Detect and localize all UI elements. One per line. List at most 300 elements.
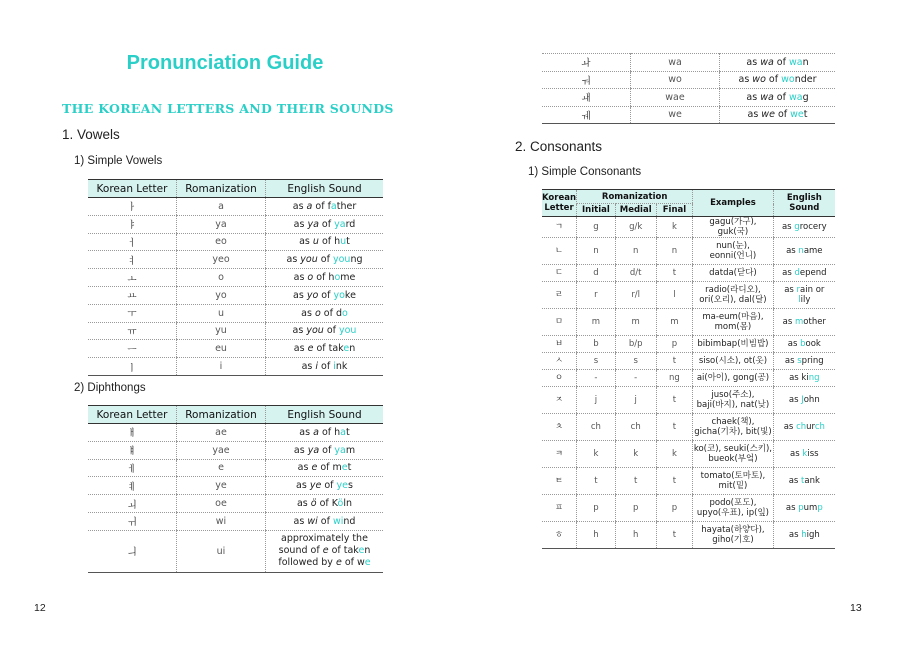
sound-word-end: ook bbox=[805, 339, 821, 349]
medial: p bbox=[632, 503, 639, 513]
example-line-2: mom(몸) bbox=[714, 322, 752, 332]
sound-example-letters: wa bbox=[760, 91, 774, 103]
sound-prefix: as bbox=[786, 246, 799, 256]
sound-highlight: u bbox=[340, 236, 347, 248]
medial: h bbox=[632, 530, 639, 540]
col-english-sound: English Sound bbox=[266, 406, 384, 424]
medial: t bbox=[634, 476, 638, 486]
sound-word-end: me bbox=[340, 272, 356, 284]
simple-vowels-heading: 1) Simple Vowels bbox=[74, 155, 163, 167]
initial: t bbox=[594, 476, 598, 486]
sound-prefix: as bbox=[286, 254, 301, 266]
sound-word-end: ther bbox=[336, 200, 357, 212]
table-row bbox=[542, 54, 835, 72]
table-row bbox=[88, 322, 383, 340]
korean-letter: ㅁ bbox=[554, 317, 564, 327]
example-line-2: ori(오리), dal(달) bbox=[699, 295, 767, 305]
initial: m bbox=[591, 317, 601, 327]
korean-letter: ㅞ bbox=[581, 110, 591, 122]
sound-highlight: you bbox=[339, 325, 357, 337]
sound-word-end: ng bbox=[350, 254, 363, 266]
sound-word-start: of tak bbox=[313, 343, 344, 355]
medial: n bbox=[632, 246, 639, 256]
example-line-1: gagu(가구), guk(국) bbox=[709, 217, 757, 237]
sound-prefix: as bbox=[790, 449, 803, 459]
final: p bbox=[671, 503, 678, 513]
korean-letter: ㅔ bbox=[127, 463, 137, 475]
romanization: yae bbox=[212, 444, 230, 456]
korean-letter: ㄷ bbox=[554, 268, 564, 278]
sound-word-start: of m bbox=[317, 462, 342, 474]
sound-highlight: J bbox=[801, 395, 804, 405]
sound-highlight: l bbox=[798, 295, 801, 305]
sound-word-end: t bbox=[803, 109, 808, 121]
example-line-1: ma-eum(마음), bbox=[702, 312, 764, 322]
korean-letter: ㅂ bbox=[554, 339, 564, 349]
sound-highlight: wa bbox=[788, 91, 803, 103]
table-row bbox=[88, 198, 383, 216]
sound-prefix: as bbox=[784, 356, 798, 366]
sound-prefix: as bbox=[293, 218, 308, 230]
romanization: e bbox=[218, 462, 224, 474]
sound-prefix: as bbox=[747, 109, 762, 121]
sound-word-start: of bbox=[323, 325, 339, 337]
sound-example-letters: you bbox=[306, 325, 324, 337]
sound-word-start: of d bbox=[320, 307, 343, 319]
sound-word-end: ur bbox=[806, 422, 815, 432]
sound-prefix: as bbox=[788, 530, 802, 540]
table-row bbox=[542, 353, 835, 370]
example-line-1: datda(닫다) bbox=[709, 268, 757, 278]
korean-letter: ㅘ bbox=[581, 58, 591, 70]
sound-word-start: of h bbox=[313, 272, 335, 284]
sound-word-start: of h bbox=[318, 236, 341, 248]
sound-highlight: you bbox=[332, 254, 351, 266]
table-row bbox=[542, 468, 835, 495]
final: t bbox=[672, 422, 677, 432]
korean-letter: ㅕ bbox=[127, 255, 137, 267]
example-line-2: baji(바지), nat(낮) bbox=[696, 400, 770, 410]
example-line-2: eonni(언니) bbox=[709, 251, 757, 261]
korean-letter: ㅠ bbox=[127, 326, 137, 338]
sound-line-2: sound of bbox=[278, 545, 323, 557]
sound-line-1: approximately the bbox=[281, 533, 368, 545]
sound-word-end: m bbox=[345, 444, 356, 456]
page-number-right: 13 bbox=[850, 602, 862, 614]
sound-word-start: of bbox=[317, 515, 333, 527]
medial: ch bbox=[630, 422, 641, 432]
sound-highlight: ö bbox=[337, 498, 344, 510]
final: p bbox=[671, 339, 678, 349]
korean-letter: ㅜ bbox=[127, 309, 137, 321]
col-examples: Examples bbox=[693, 190, 773, 217]
table-row bbox=[542, 89, 835, 107]
table-row bbox=[542, 309, 835, 336]
sound-prefix: as bbox=[785, 503, 799, 513]
sound-highlight: h bbox=[801, 530, 807, 540]
simple-vowels-table bbox=[88, 179, 383, 376]
sound-word-start: of bbox=[318, 289, 334, 301]
sound-word-end: epend bbox=[799, 268, 827, 278]
initial: d bbox=[593, 268, 599, 278]
col-korean-letter: Korean Letter bbox=[88, 180, 177, 198]
korean-letter: ㅒ bbox=[127, 446, 137, 458]
sound-highlight: a bbox=[330, 200, 337, 212]
sound-example-letters: wa bbox=[760, 56, 774, 68]
sound-prefix: as bbox=[788, 395, 802, 405]
example-line-1: chaek(책), bbox=[711, 417, 755, 427]
sound-prefix: as bbox=[784, 285, 797, 295]
sound-word-start: of bbox=[773, 56, 789, 68]
final: n bbox=[671, 246, 678, 256]
sound-word-start: of bbox=[318, 218, 335, 230]
romanization: yeo bbox=[212, 254, 230, 266]
sound-word-end: nk bbox=[335, 361, 348, 373]
final: t bbox=[672, 268, 677, 278]
sound-highlight: e bbox=[341, 462, 348, 474]
sound-word-start: of w bbox=[341, 557, 365, 569]
example-line-1: nun(눈), bbox=[716, 241, 750, 251]
sound-prefix: as bbox=[296, 498, 311, 510]
sound-highlight: ye bbox=[336, 480, 348, 492]
sound-word-end: ke bbox=[344, 289, 356, 301]
consonants-heading: 2. Consonants bbox=[515, 139, 603, 154]
sound-prefix: as bbox=[293, 515, 308, 527]
sound-highlight: r bbox=[796, 285, 801, 295]
sound-prefix: as bbox=[299, 236, 313, 248]
example-line-2: gicha(기차), bit(빛) bbox=[694, 427, 772, 437]
initial: h bbox=[593, 530, 599, 540]
col-english-sound: English Sound bbox=[266, 180, 384, 198]
sound-highlight: e bbox=[343, 343, 350, 355]
sound-highlight: a bbox=[340, 426, 346, 438]
sound-prefix: as bbox=[296, 480, 310, 492]
sound-word-end: g bbox=[802, 91, 809, 103]
sound-highlight: ya bbox=[334, 444, 346, 456]
sound-highlight: d bbox=[794, 268, 800, 278]
initial: b bbox=[593, 339, 599, 349]
sound-word-end: t bbox=[345, 426, 350, 438]
sound-highlight: p bbox=[798, 503, 804, 513]
sound-highlight: t bbox=[801, 476, 805, 486]
sound-prefix: as bbox=[787, 339, 801, 349]
sound-example-letters: yo bbox=[306, 289, 319, 301]
sound-word-start: of h bbox=[318, 426, 341, 438]
korean-letter: ㅌ bbox=[554, 476, 564, 486]
sound-example-letters: ya bbox=[307, 444, 320, 456]
sound-word-end: n bbox=[364, 545, 371, 557]
sound-prefix: as bbox=[297, 462, 312, 474]
sound-example-letters: u bbox=[312, 236, 319, 248]
table-row bbox=[88, 340, 383, 358]
section-heading: THE KOREAN LETTERS AND THEIR SOUNDS bbox=[62, 101, 394, 116]
korean-letter: ㅋ bbox=[554, 449, 564, 459]
table-row bbox=[542, 387, 835, 414]
sound-word-start: of bbox=[773, 91, 789, 103]
sound-prefix: as bbox=[293, 444, 308, 456]
sound-example-letters: a bbox=[313, 426, 319, 438]
col-initial: Initial bbox=[577, 204, 616, 217]
medial: s bbox=[633, 356, 638, 366]
table-row bbox=[88, 358, 383, 376]
sound-word-end: ank bbox=[804, 476, 820, 486]
final: k bbox=[671, 449, 677, 459]
romanization: a bbox=[218, 200, 224, 212]
sound-prefix: as bbox=[292, 200, 307, 212]
final: m bbox=[670, 317, 679, 327]
korean-letter: ㅚ bbox=[127, 499, 137, 511]
sound-highlight: i bbox=[333, 361, 336, 373]
korean-letter: ㅇ bbox=[554, 373, 564, 383]
sound-prefix: as bbox=[783, 422, 797, 432]
sound-example-letters: wi bbox=[307, 515, 318, 527]
table-row bbox=[88, 304, 383, 322]
sound-word-end: ohn bbox=[803, 395, 820, 405]
vowels-heading: 1. Vowels bbox=[62, 127, 120, 142]
table-row bbox=[542, 217, 835, 238]
medial: b/p bbox=[628, 339, 643, 349]
sound-prefix: as ki bbox=[789, 373, 809, 383]
sound-prefix: as bbox=[293, 272, 308, 284]
sound-highlight: yo bbox=[333, 289, 345, 301]
romanization: oe bbox=[215, 498, 227, 510]
romanization: ui bbox=[216, 545, 226, 557]
sound-word-end: ain or bbox=[800, 285, 825, 295]
initial: j bbox=[594, 395, 598, 405]
table-row bbox=[542, 441, 835, 468]
table-row bbox=[88, 286, 383, 304]
korean-letter: ㅡ bbox=[127, 344, 137, 356]
sound-word-end: t bbox=[346, 236, 350, 248]
korean-letter: ㄴ bbox=[554, 246, 564, 256]
sound-highlight: we bbox=[790, 109, 804, 121]
example-line-1: tomato(토마토), bbox=[700, 471, 766, 481]
sound-highlight: ya bbox=[334, 218, 346, 230]
sound-highlight: m bbox=[795, 317, 804, 327]
sound-word-end: n bbox=[802, 56, 809, 68]
korean-letter: ㅍ bbox=[554, 503, 564, 513]
simple-consonants-heading: 1) Simple Consonants bbox=[528, 166, 642, 178]
final: k bbox=[671, 222, 677, 232]
sound-example-letters: e bbox=[335, 557, 342, 569]
sound-word-end: t bbox=[347, 462, 352, 474]
sound-example-letters: ya bbox=[307, 218, 319, 230]
sound-prefix: as bbox=[293, 289, 307, 301]
sound-prefix: as bbox=[301, 307, 315, 319]
korean-letter: ㅗ bbox=[127, 273, 137, 285]
romanization: wa bbox=[668, 56, 682, 68]
korean-letter: ㅟ bbox=[127, 517, 137, 529]
example-line-1: bibimbap(비빔밥) bbox=[697, 339, 769, 349]
example-line-2: upyo(우표), ip(잎) bbox=[696, 508, 769, 518]
korean-letter: ㅢ bbox=[127, 547, 137, 559]
sound-word-start: of bbox=[774, 109, 791, 121]
korean-letter: ㄱ bbox=[554, 222, 564, 232]
final: t bbox=[672, 530, 677, 540]
medial: d/t bbox=[629, 268, 642, 278]
korean-letter: ㅖ bbox=[127, 481, 137, 493]
initial: ch bbox=[590, 422, 601, 432]
sound-prefix: as bbox=[293, 343, 308, 355]
initial: r bbox=[594, 290, 598, 300]
sound-highlight: ch bbox=[814, 422, 825, 432]
diphthongs-continued-table bbox=[542, 53, 835, 124]
table-row bbox=[542, 238, 835, 265]
sound-highlight: b bbox=[800, 339, 806, 349]
korean-letter: ㅊ bbox=[554, 422, 564, 432]
final: l bbox=[673, 290, 676, 300]
table-row bbox=[88, 459, 383, 477]
col-romanization: Romanization bbox=[577, 190, 693, 204]
initial: g bbox=[593, 222, 599, 232]
col-romanization: Romanization bbox=[177, 180, 266, 198]
table-row bbox=[88, 233, 383, 251]
final: t bbox=[672, 356, 677, 366]
romanization: we bbox=[668, 109, 682, 121]
sound-highlight: k bbox=[802, 449, 808, 459]
medial: - bbox=[634, 373, 638, 383]
sound-word-start: of bbox=[317, 254, 333, 266]
sound-word-end: n bbox=[349, 343, 356, 355]
example-line-1: radio(라디오), bbox=[705, 285, 761, 295]
sound-word-end: pring bbox=[801, 356, 824, 366]
diphthongs-table bbox=[88, 405, 383, 573]
sound-example-letters: ye bbox=[309, 480, 322, 492]
korean-letter: ㅛ bbox=[127, 291, 137, 303]
sound-word-start: of bbox=[318, 361, 334, 373]
table-row bbox=[88, 269, 383, 287]
medial: m bbox=[631, 317, 640, 327]
korean-letter: ㅏ bbox=[127, 202, 137, 214]
sound-prefix: as bbox=[782, 317, 795, 327]
table-row bbox=[88, 215, 383, 233]
sound-highlight: g bbox=[794, 222, 800, 232]
romanization: yo bbox=[215, 289, 227, 301]
korean-letter: ㅈ bbox=[554, 395, 564, 405]
page-number-left: 12 bbox=[34, 602, 46, 614]
sound-highlight: p bbox=[817, 503, 823, 513]
example-line-1: siso(시소), ot(옷) bbox=[698, 356, 768, 366]
sound-highlight: wa bbox=[788, 56, 803, 68]
final: ng bbox=[669, 373, 680, 383]
sound-prefix: as bbox=[292, 325, 307, 337]
sound-word-end: ln bbox=[343, 498, 353, 510]
korean-letter: ㅑ bbox=[127, 220, 137, 232]
sound-highlight: wo bbox=[781, 74, 795, 86]
korean-letter: ㄹ bbox=[554, 290, 564, 300]
sound-prefix: as bbox=[781, 222, 795, 232]
romanization: yu bbox=[215, 325, 227, 337]
medial: r/l bbox=[631, 290, 641, 300]
col-korean-letter: Korean Letter bbox=[542, 190, 577, 217]
korean-letter: ㅐ bbox=[127, 428, 137, 440]
initial: k bbox=[593, 449, 599, 459]
medial: g/k bbox=[629, 222, 643, 232]
sound-highlight: wi bbox=[332, 515, 344, 527]
korean-letter: ㅣ bbox=[127, 362, 137, 374]
sound-example-letters: a bbox=[306, 200, 313, 212]
table-row bbox=[542, 370, 835, 387]
romanization: ae bbox=[215, 426, 227, 438]
initial: n bbox=[593, 246, 599, 256]
sound-prefix: as bbox=[301, 361, 316, 373]
sound-example-letters: e bbox=[307, 343, 314, 355]
romanization: o bbox=[218, 272, 224, 284]
sound-example-letters: wo bbox=[752, 74, 766, 86]
korean-letter: ㅝ bbox=[581, 75, 591, 87]
sound-prefix: as bbox=[738, 74, 753, 86]
table-row bbox=[542, 106, 835, 124]
sound-prefix: as bbox=[746, 56, 761, 68]
example-line-1: juso(주소), bbox=[711, 390, 755, 400]
final: t bbox=[672, 476, 677, 486]
korean-letter: ㅙ bbox=[581, 93, 591, 105]
romanization: wae bbox=[665, 91, 685, 103]
col-final: Final bbox=[656, 204, 693, 217]
example-line-1: ko(코), seuki(스키), bbox=[693, 444, 773, 454]
sound-word-end: igh bbox=[806, 530, 820, 540]
sound-example-letters: ö bbox=[310, 498, 317, 510]
page-title: Pronunciation Guide bbox=[126, 52, 324, 74]
romanization: wi bbox=[215, 515, 227, 527]
sound-word-start: of tak bbox=[328, 545, 359, 557]
sound-example-letters: you bbox=[300, 254, 318, 266]
sound-word-end: other bbox=[803, 317, 826, 327]
table-row bbox=[88, 512, 383, 530]
sound-word-start: of bbox=[319, 444, 335, 456]
sound-highlight: ng bbox=[808, 373, 820, 383]
korean-letter: ㅅ bbox=[554, 356, 564, 366]
romanization: i bbox=[219, 361, 223, 373]
example-line-2: bueok(부엌) bbox=[708, 454, 758, 464]
sound-example-letters: o bbox=[307, 272, 314, 284]
col-medial: Medial bbox=[615, 204, 656, 217]
romanization: eo bbox=[215, 236, 227, 248]
table-row bbox=[542, 282, 835, 309]
diphthongs-heading: 2) Diphthongs bbox=[74, 382, 146, 394]
initial: s bbox=[593, 356, 599, 366]
final: t bbox=[672, 395, 677, 405]
table-row bbox=[542, 265, 835, 282]
table-row bbox=[88, 530, 383, 572]
sound-prefix: as bbox=[788, 476, 802, 486]
sound-word-end: s bbox=[347, 480, 353, 492]
example-line-1: hayata(하얗다), bbox=[701, 525, 765, 535]
col-romanization: Romanization bbox=[177, 406, 266, 424]
sound-word-start: of K bbox=[316, 498, 338, 510]
sound-example-letters: o bbox=[314, 307, 321, 319]
sound-example-letters: e bbox=[322, 545, 329, 557]
table-row bbox=[88, 495, 383, 513]
romanization: ya bbox=[215, 218, 227, 230]
table-row bbox=[542, 495, 835, 522]
sound-word-end: um bbox=[803, 503, 818, 513]
table-row bbox=[542, 522, 835, 549]
sound-word-end: rd bbox=[345, 218, 356, 230]
initial: p bbox=[593, 503, 599, 513]
sound-line-3: followed by bbox=[278, 557, 336, 569]
sound-example-letters: i bbox=[315, 361, 319, 373]
example-line-1: podo(포도), bbox=[709, 498, 757, 508]
medial: k bbox=[633, 449, 639, 459]
sound-word-end: nder bbox=[794, 74, 817, 86]
sound-word-start: of bbox=[765, 74, 782, 86]
sound-highlight: e bbox=[364, 557, 371, 569]
sound-highlight: o bbox=[342, 307, 348, 319]
table-row bbox=[88, 441, 383, 459]
sound-highlight: e bbox=[358, 545, 365, 557]
sound-prefix: as bbox=[746, 91, 761, 103]
